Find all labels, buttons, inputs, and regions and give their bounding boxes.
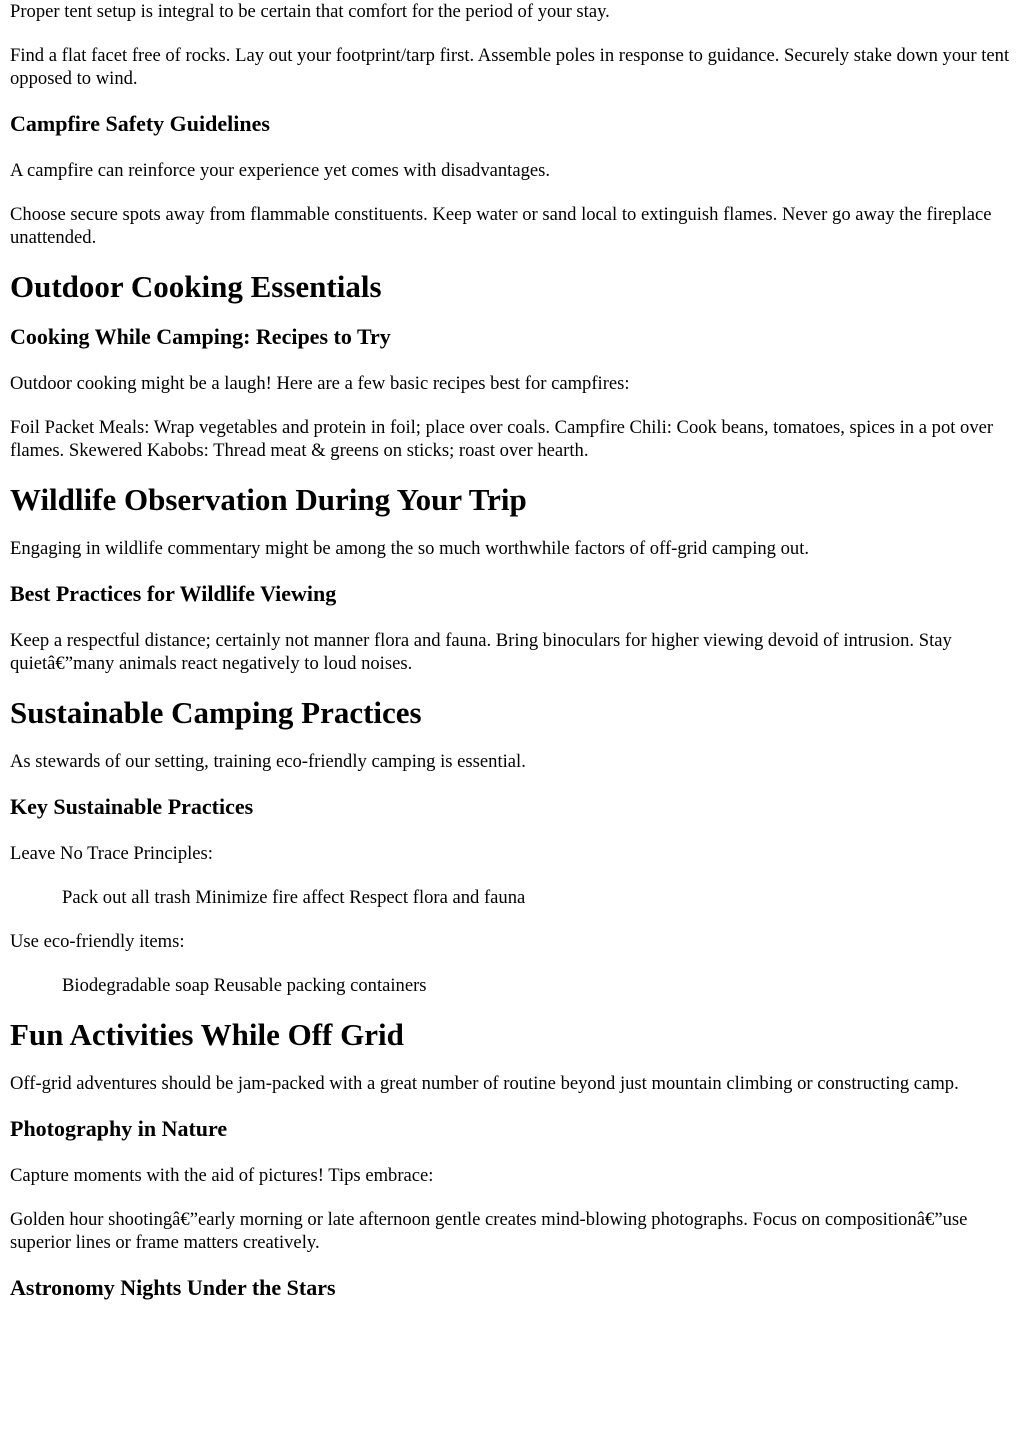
paragraph-sustainable-intro: As stewards of our setting, training eco-friendly camping is essential.: [10, 751, 526, 772]
paragraph-wildlife-intro: Engaging in wildlife commentary might be among the so much worthwhile factors of off-grid camping out.: [10, 538, 810, 559]
paragraph-photo-intro: Capture moments with the aid of pictures! Tips embrace:: [10, 1165, 434, 1186]
paragraph-lnt-label: Leave No Trace Principles:: [10, 843, 213, 864]
paragraph-eco-label: Use eco-friendly items:: [10, 931, 185, 952]
paragraph-tent-steps: Find a flat facet free of rocks. Lay out your footprint/tarp first. Assemble poles in response to guidance. Securely stake down your tent opposed to wind.: [10, 45, 1010, 89]
heading-campfire-safety: Campfire Safety Guidelines: [10, 111, 270, 136]
heading-recipes: Cooking While Camping: Recipes to Try: [10, 324, 391, 349]
paragraph-tent-intro: Proper tent setup is integral to be certain that comfort for the period of your stay.: [10, 1, 610, 22]
heading-wildlife-observation: Wildlife Observation During Your Trip: [10, 482, 527, 517]
paragraph-fun-intro: Off-grid adventures should be jam-packed with a great number of routine beyond just mountain climbing or constructing camp.: [10, 1073, 959, 1094]
heading-photography: Photography in Nature: [10, 1116, 228, 1141]
paragraph-recipes-list: Foil Packet Meals: Wrap vegetables and protein in foil; place over coals. Campfire Chili: Cook beans, tomatoes, spices in a pot over flames. Skewered Kabobs: Thread meat & greens on sticks; roast over hearth.: [10, 417, 994, 461]
paragraph-eco-items: Biodegradable soap Reusable packing containers: [62, 975, 427, 996]
paragraph-recipes-intro: Outdoor cooking might be a laugh! Here are a few basic recipes best for campfires:: [10, 373, 630, 394]
paragraph-wildlife-viewing: Keep a respectful distance; certainly not manner flora and fauna. Bring binoculars for higher viewing devoid of intrusion. Stay quietâ€”many animals react negatively to loud noises.: [10, 630, 952, 674]
heading-astronomy: Astronomy Nights Under the Stars: [10, 1275, 336, 1300]
paragraph-campfire-steps: Choose secure spots away from flammable constituents. Keep water or sand local to extinguish flames. Never go away the fireplace unattended.: [10, 204, 992, 248]
paragraph-lnt-items: Pack out all trash Minimize fire affect Respect flora and fauna: [62, 887, 526, 908]
heading-sustainable-camping: Sustainable Camping Practices: [10, 695, 422, 730]
heading-fun-activities: Fun Activities While Off Grid: [10, 1017, 404, 1052]
paragraph-photo-tips: Golden hour shootingâ€”early morning or late afternoon gentle creates mind-blowing photographs. Focus on compositionâ€”use superior lines or frame matters creatively.: [10, 1209, 968, 1253]
heading-wildlife-viewing: Best Practices for Wildlife Viewing: [10, 581, 337, 606]
heading-key-practices: Key Sustainable Practices: [10, 794, 254, 819]
heading-outdoor-cooking: Outdoor Cooking Essentials: [10, 269, 382, 304]
paragraph-campfire-intro: A campfire can reinforce your experience yet comes with disadvantages.: [10, 160, 551, 181]
